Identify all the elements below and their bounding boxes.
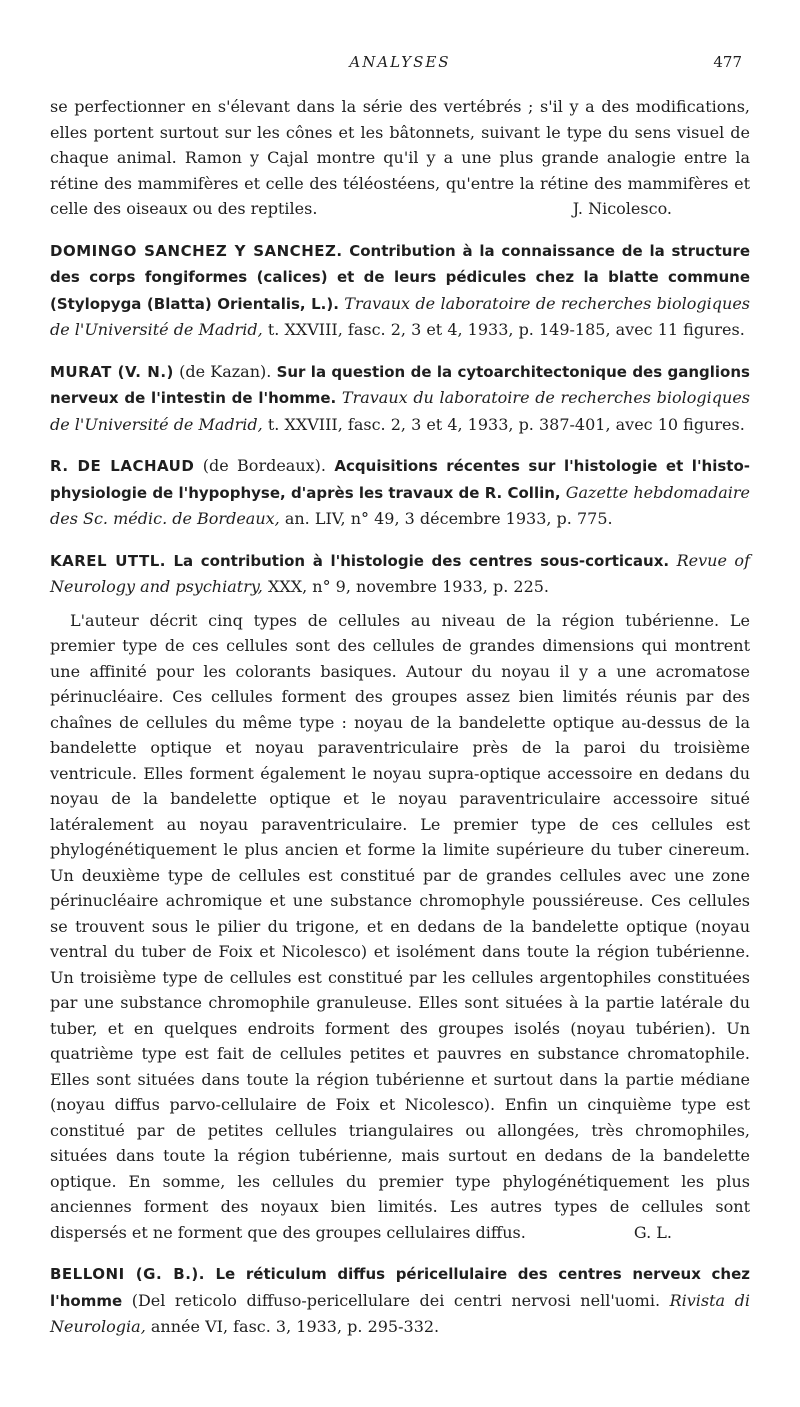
entry-title: Le réticulum diffus péricellulaire des centres nerveux chez l'homme (50, 1265, 750, 1310)
entry-details: an. LIV, n° 49, 3 décembre 1933, p. 775. (284, 509, 613, 528)
review-signature: G. L. (633, 1222, 672, 1242)
entry-author: DOMINGO SANCHEZ Y SANCHEZ. (50, 241, 343, 260)
entry-title: Sur la question de la cytoarchitectonique des ganglions nerveux de l'intestin de l'homme. (50, 362, 750, 407)
entry-sanchez (50, 238, 750, 343)
entry-details: XXX, n° 9, novembre 1933, p. 225. (267, 577, 550, 596)
entry-details: t. XXVIII, fasc. 2, 3 et 4, 1933, p. 387-401, avec 10 figures. (267, 414, 745, 434)
entry-journal: Gazette hebdomadaire des Sc. médic. de Bordeaux, (50, 482, 750, 528)
entry-lachaud (50, 453, 750, 532)
entry-murat (50, 359, 750, 438)
entry-author: MURAT (V. N.) (50, 362, 174, 381)
entry-affiliation: (de Kazan). (179, 361, 272, 381)
entry-journal: Travaux de laboratoire de recherches biologiques de l'Université de Madrid, (50, 293, 751, 339)
page-header (50, 50, 750, 76)
entry-original-title: (Del reticolo diffuso-pericellulare dei centri nervosi nell'uomi. (131, 1290, 661, 1310)
review-text: L'auteur décrit cinq types de cellules au niveau de la région tubérienne. Le premier type de ces cellules sont des cellules de grandes dimensions qui montrent une affinité pour les colorants basiques. Autour du noyau il y a une acromatose périnucléaire. Ces cellules forment des groupes assez bien limités réunis par des chaînes de cellules du même type : noyau de la bandelette optique au-dessus de la bandelette optique et noyau paraventriculaire près de la paroi du troisième ventricule. Elles forment également le noyau supra-optique accessoire en dedans du noyau de la bandelette optique et le noyau paraventriculaire accessoire situé latéralement au noyau paraventriculaire. Le premier type de ces cellules est phylogénétiquement le plus ancien et forme la limite supérieure du tuber cinereum. Un deuxième type de cellules est constitué par de grandes cellules avec une zone périnucléaire achromique et une substance chromophyle poussiéreuse. Ces cellules se trouvent sous le pilier du trigone, et en dedans de la bandelette optique (noyau ventral du tuber de Foix et Nicolesco) et isolément dans toute la région tubérienne. Un troisième type de cellules est constitué par les cellules argentophiles constituées par une substance chromophile granuleuse. Elles sont situées à la partie latérale du tuber, et en quelques endroits forment des groupes isolés (noyau tubérien). Un quatrième type est fait de cellules petites et pauvres en substance chromatophile. Elles sont situées dans toute la région tubérienne et surtout dans la partie médiane (noyau diffus parvo-cellulaire de Foix et Nicolesco). Enfin un cinquième type est constitué par de petites cellules triangulaires ou allongées, très chromophiles, situées dans toute la région tubérienne, mais surtout en dedans de la bandelette optique. En somme, les cellules du premier type phylogénétiquement les plus anciennes forment des noyaux bien limités. Les autres types de cellules sont dispersés et ne forment que des groupes cellulaires diffus. (50, 610, 750, 1242)
entry-journal: Travaux du laboratoire de recherches biologiques de l'Université de Madrid, (50, 388, 750, 434)
entry-author: BELLONI (G. B.). (50, 1265, 205, 1283)
entry-author: R. DE LACHAUD (50, 457, 195, 475)
entry-affiliation: (de Bordeaux). (202, 456, 326, 475)
entry-journal: Rivista di Neurologia, (50, 1290, 750, 1336)
entry-details: t. XXVIII, fasc. 2, 3 et 4, 1933, p. 149-185, avec 11 figures. (267, 320, 745, 339)
entry-details: année VI, fasc. 3, 1933, p. 295-332. (150, 1317, 440, 1336)
uttl-review-body (50, 608, 750, 1246)
entry-belloni (50, 1261, 750, 1340)
entry-title: La contribution à l'histologie des centres sous-corticaux. (173, 551, 670, 570)
continued-paragraph (50, 94, 750, 222)
running-title: ANALYSES (349, 53, 451, 71)
entry-uttl (50, 548, 750, 600)
entry-journal: Revue of Neurology and psychiatry, (50, 550, 750, 596)
page (50, 50, 750, 1340)
entry-title: Contribution à la connaissance de la structure des corps fongiformes (calices) et de leurs pédicules chez la blatte commune (Stylopyga (Blatta) Orientalis, L.). (50, 241, 750, 313)
entry-author: KAREL UTTL. (50, 551, 166, 570)
review-signature: J. Nicolesco. (572, 199, 672, 218)
page-number: 477 (713, 53, 742, 71)
entry-title: Acquisitions récentes sur l'histologie et l'histo-physiologie de l'hypophyse, d'après les travaux de R. Collin, (50, 457, 750, 502)
paragraph-text: se perfectionner en s'élevant dans la série des vertébrés ; s'il y a des modifications, elles portent surtout sur les cônes et les bâtonnets, suivant le type du sens visuel de chaque animal. Ramon y Cajal montre qu'il y a une plus grande analogie entre la rétine des mammifères et celle des téléostéens, qu'entre la rétine des mammifères et celle des oiseaux ou des reptiles. (50, 97, 750, 218)
